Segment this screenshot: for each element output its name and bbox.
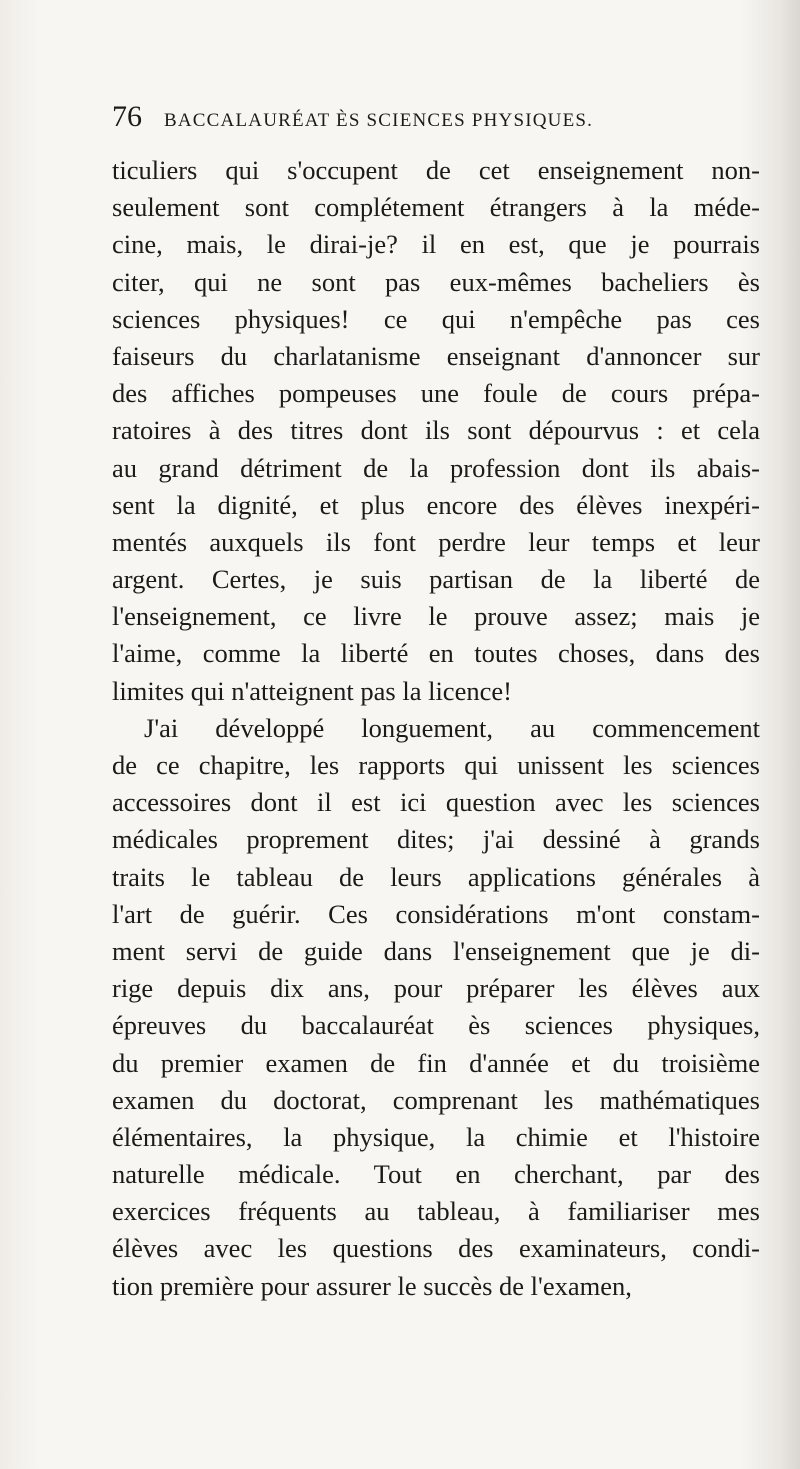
text-line: limites qui n'atteignent pas la licence! [112, 675, 512, 706]
text-line: argent. Certes, je suis partisan de la liberté de [112, 564, 760, 595]
text-line: ticuliers qui s'occupent de cet enseignement non- [112, 155, 760, 185]
text-line: sent la dignité, et plus encore des élèves inexpéri- [112, 489, 760, 520]
text-line: l'aime, comme la liberté en toutes choses, dans des [112, 638, 760, 669]
text-line: faiseurs du charlatanisme enseignant d'annoncer sur [112, 340, 760, 371]
text-line: ment servi de guide dans l'enseignement que je di- [112, 935, 760, 966]
body-text [112, 152, 760, 1305]
text-line: traits le tableau de leurs applications générales à [112, 861, 760, 892]
running-head: BACCALAURÉAT ÈS SCIENCES PHYSIQUES. [164, 110, 594, 131]
paragraph [112, 152, 760, 710]
text-line: des affiches pompeuses une foule de cours prépa- [112, 378, 760, 409]
text-line: cine, mais, le dirai-je? il en est, que je pourrais [112, 229, 760, 260]
text-line: l'art de guérir. Ces considérations m'ont constam- [112, 898, 760, 929]
text-line: de ce chapitre, les rapports qui unissent les sciences [112, 750, 760, 780]
text-line: élémentaires, la physique, la chimie et l'histoire [112, 1121, 760, 1152]
text-line: tion première pour assurer le succès de l'examen, [112, 1270, 632, 1301]
text-line: l'enseignement, ce livre le prouve assez; mais je [112, 601, 760, 632]
page-header [112, 100, 762, 134]
text-line: médicales proprement dites; j'ai dessiné à grands [112, 824, 760, 855]
text-line: naturelle médicale. Tout en cherchant, par des [112, 1159, 760, 1190]
page-number: 76 [112, 100, 142, 133]
text-line: accessoires dont il est ici question avec les sciences [112, 787, 760, 818]
text-line: mentés auxquels ils font perdre leur temps et leur [112, 526, 760, 557]
text-line: du premier examen de fin d'année et du troisième [112, 1047, 760, 1078]
text-line: rige depuis dix ans, pour préparer les élèves aux [112, 973, 760, 1004]
text-line: citer, qui ne sont pas eux-mêmes bacheliers ès [112, 266, 760, 297]
text-line: examen du doctorat, comprenant les mathématiques [112, 1084, 760, 1115]
text-line: exercices fréquents au tableau, à familiariser mes [112, 1196, 760, 1227]
paragraph [112, 710, 760, 1305]
text-line: J'ai développé longuement, au commencement [144, 712, 760, 743]
text-line: élèves avec les questions des examinateurs, condi- [112, 1233, 760, 1264]
text-line: seulement sont complétement étrangers à la méde- [112, 192, 760, 223]
text-line: épreuves du baccalauréat ès sciences physiques, [112, 1010, 760, 1041]
text-line: au grand détriment de la profession dont ils abais- [112, 452, 760, 483]
text-line: ratoires à des titres dont ils sont dépourvus : et cela [112, 415, 760, 446]
text-line: sciences physiques! ce qui n'empêche pas ces [112, 303, 760, 334]
